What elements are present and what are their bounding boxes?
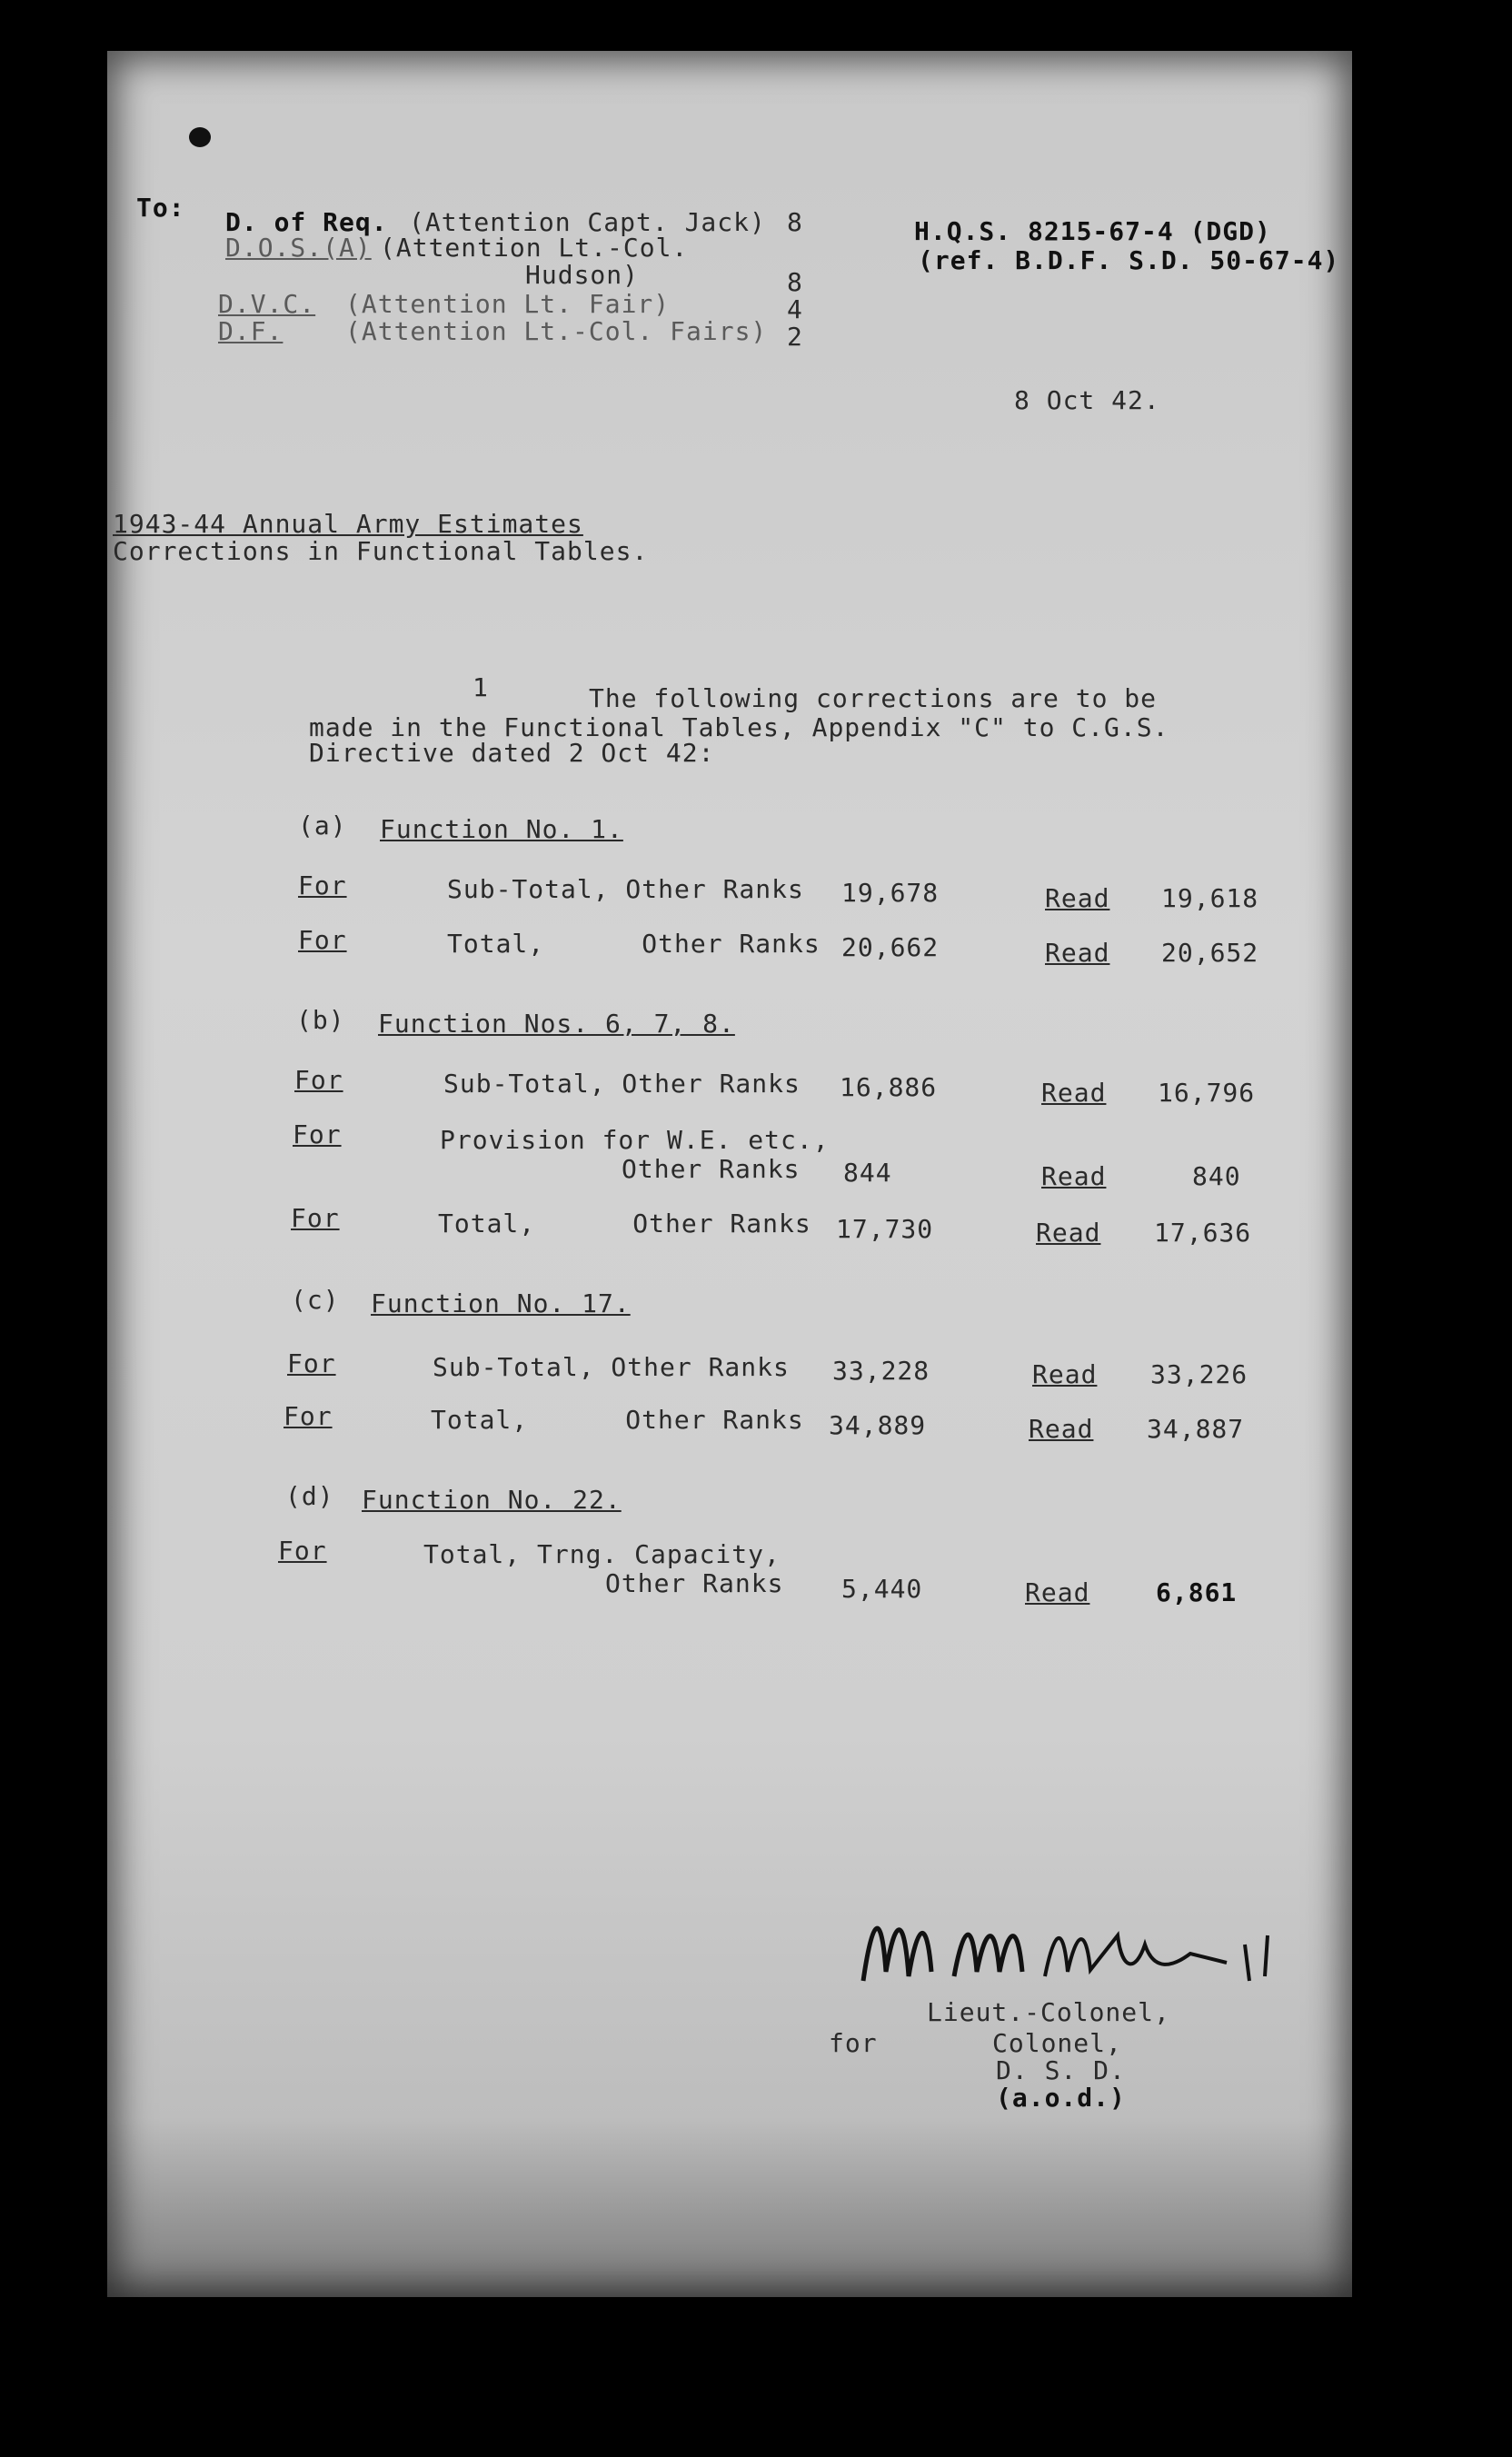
new-value: 6,861 (1156, 1577, 1238, 1607)
row-description: Provision for W.E. etc., (440, 1125, 830, 1155)
to-label: To: (136, 193, 185, 223)
recipient-name: D. of Req. (225, 207, 388, 237)
read-label: Read (1029, 1414, 1094, 1444)
section-label: (c) (291, 1285, 340, 1315)
old-value: 16,886 (840, 1072, 938, 1102)
new-value: 840 (1192, 1161, 1241, 1191)
signatory-rank: Lieut.-Colonel, (927, 1997, 1170, 2027)
row-description: Sub-Total, Other Ranks (443, 1069, 801, 1099)
read-label: Read (1032, 1359, 1098, 1389)
for-label: For (278, 1536, 327, 1566)
old-value: 5,440 (841, 1574, 923, 1604)
section-title: Function Nos. 6, 7, 8. (378, 1009, 735, 1039)
for-label: For (293, 1119, 342, 1149)
intro-line-1: The following corrections are to be (589, 683, 1158, 713)
recipient-attention: (Attention Capt. Jack) (409, 207, 766, 237)
read-label: Read (1045, 883, 1110, 913)
old-value: 33,228 (832, 1356, 930, 1386)
cross-reference: (ref. B.D.F. S.D. 50-67-4) (918, 245, 1340, 275)
recipient-name: D.V.C. (218, 289, 316, 319)
section-label: (d) (285, 1481, 334, 1511)
old-value: 17,730 (836, 1214, 934, 1244)
read-label: Read (1036, 1218, 1101, 1248)
new-value: 20,652 (1161, 938, 1259, 968)
punch-hole (189, 127, 211, 147)
new-value: 17,636 (1154, 1218, 1252, 1248)
row-description: Total, Other Ranks (447, 929, 821, 959)
row-description: Total, Trng. Capacity, (423, 1539, 781, 1569)
signatory-line-2: Colonel, (992, 2028, 1122, 2058)
signatory-line-4: (a.o.d.) (996, 2083, 1126, 2113)
handwritten-signature (845, 1899, 1281, 1999)
recipient-name: D.F. (218, 316, 284, 346)
section-title: Function No. 22. (362, 1485, 622, 1515)
for-label: for (829, 2028, 878, 2058)
for-label: For (298, 870, 347, 900)
for-label: For (298, 925, 347, 955)
row-description: Sub-Total, Other Ranks (433, 1352, 790, 1382)
old-value: 20,662 (841, 932, 940, 962)
row-description: Sub-Total, Other Ranks (447, 874, 804, 904)
row-description-continued: Other Ranks (605, 1568, 784, 1598)
row-description-continued: Other Ranks (622, 1154, 801, 1184)
recipient-attention: (Attention Lt. Fair) (345, 289, 671, 319)
read-label: Read (1025, 1577, 1090, 1607)
row-description: Total, Other Ranks (431, 1405, 804, 1435)
recipient-copies: 2 (787, 322, 803, 352)
new-value: 19,618 (1161, 883, 1259, 913)
recipient-copies: 4 (787, 294, 803, 324)
document-date: 8 Oct 42. (1014, 385, 1160, 415)
old-value: 19,678 (841, 878, 940, 908)
intro-line-3: Directive dated 2 Oct 42: (309, 738, 715, 768)
subject-line-1: 1943-44 Annual Army Estimates (113, 509, 583, 539)
signatory-line-3: D. S. D. (996, 2055, 1126, 2085)
recipient-attention: (Attention Lt.-Col. (380, 233, 689, 263)
new-value: 34,887 (1147, 1414, 1245, 1444)
section-title: Function No. 17. (371, 1288, 631, 1318)
file-reference: H.Q.S. 8215-67-4 (DGD) (914, 216, 1271, 246)
intro-line-2: made in the Functional Tables, Appendix "C" to C.G.S. (309, 712, 1169, 742)
subject-line-2: Corrections in Functional Tables. (113, 536, 649, 566)
read-label: Read (1045, 938, 1110, 968)
for-label: For (294, 1065, 343, 1095)
recipient-attention: Hudson) (525, 260, 640, 290)
section-label: (b) (296, 1005, 345, 1035)
paragraph-number: 1 (472, 672, 489, 702)
new-value: 16,796 (1158, 1078, 1256, 1108)
for-label: For (287, 1348, 336, 1378)
row-description: Total, Other Ranks (438, 1209, 811, 1238)
for-label: For (291, 1203, 340, 1233)
new-value: 33,226 (1150, 1359, 1248, 1389)
read-label: Read (1041, 1161, 1107, 1191)
for-label: For (284, 1401, 333, 1431)
read-label: Read (1041, 1078, 1107, 1108)
section-title: Function No. 1. (380, 814, 623, 844)
recipient-copies: 8 (787, 267, 803, 297)
old-value: 34,889 (829, 1410, 927, 1440)
recipient-name: D.O.S.(A) (225, 233, 372, 263)
recipient-attention: (Attention Lt.-Col. Fairs) (345, 316, 768, 346)
recipient-copies: 8 (787, 207, 803, 237)
section-label: (a) (298, 811, 347, 841)
old-value: 844 (843, 1158, 892, 1188)
